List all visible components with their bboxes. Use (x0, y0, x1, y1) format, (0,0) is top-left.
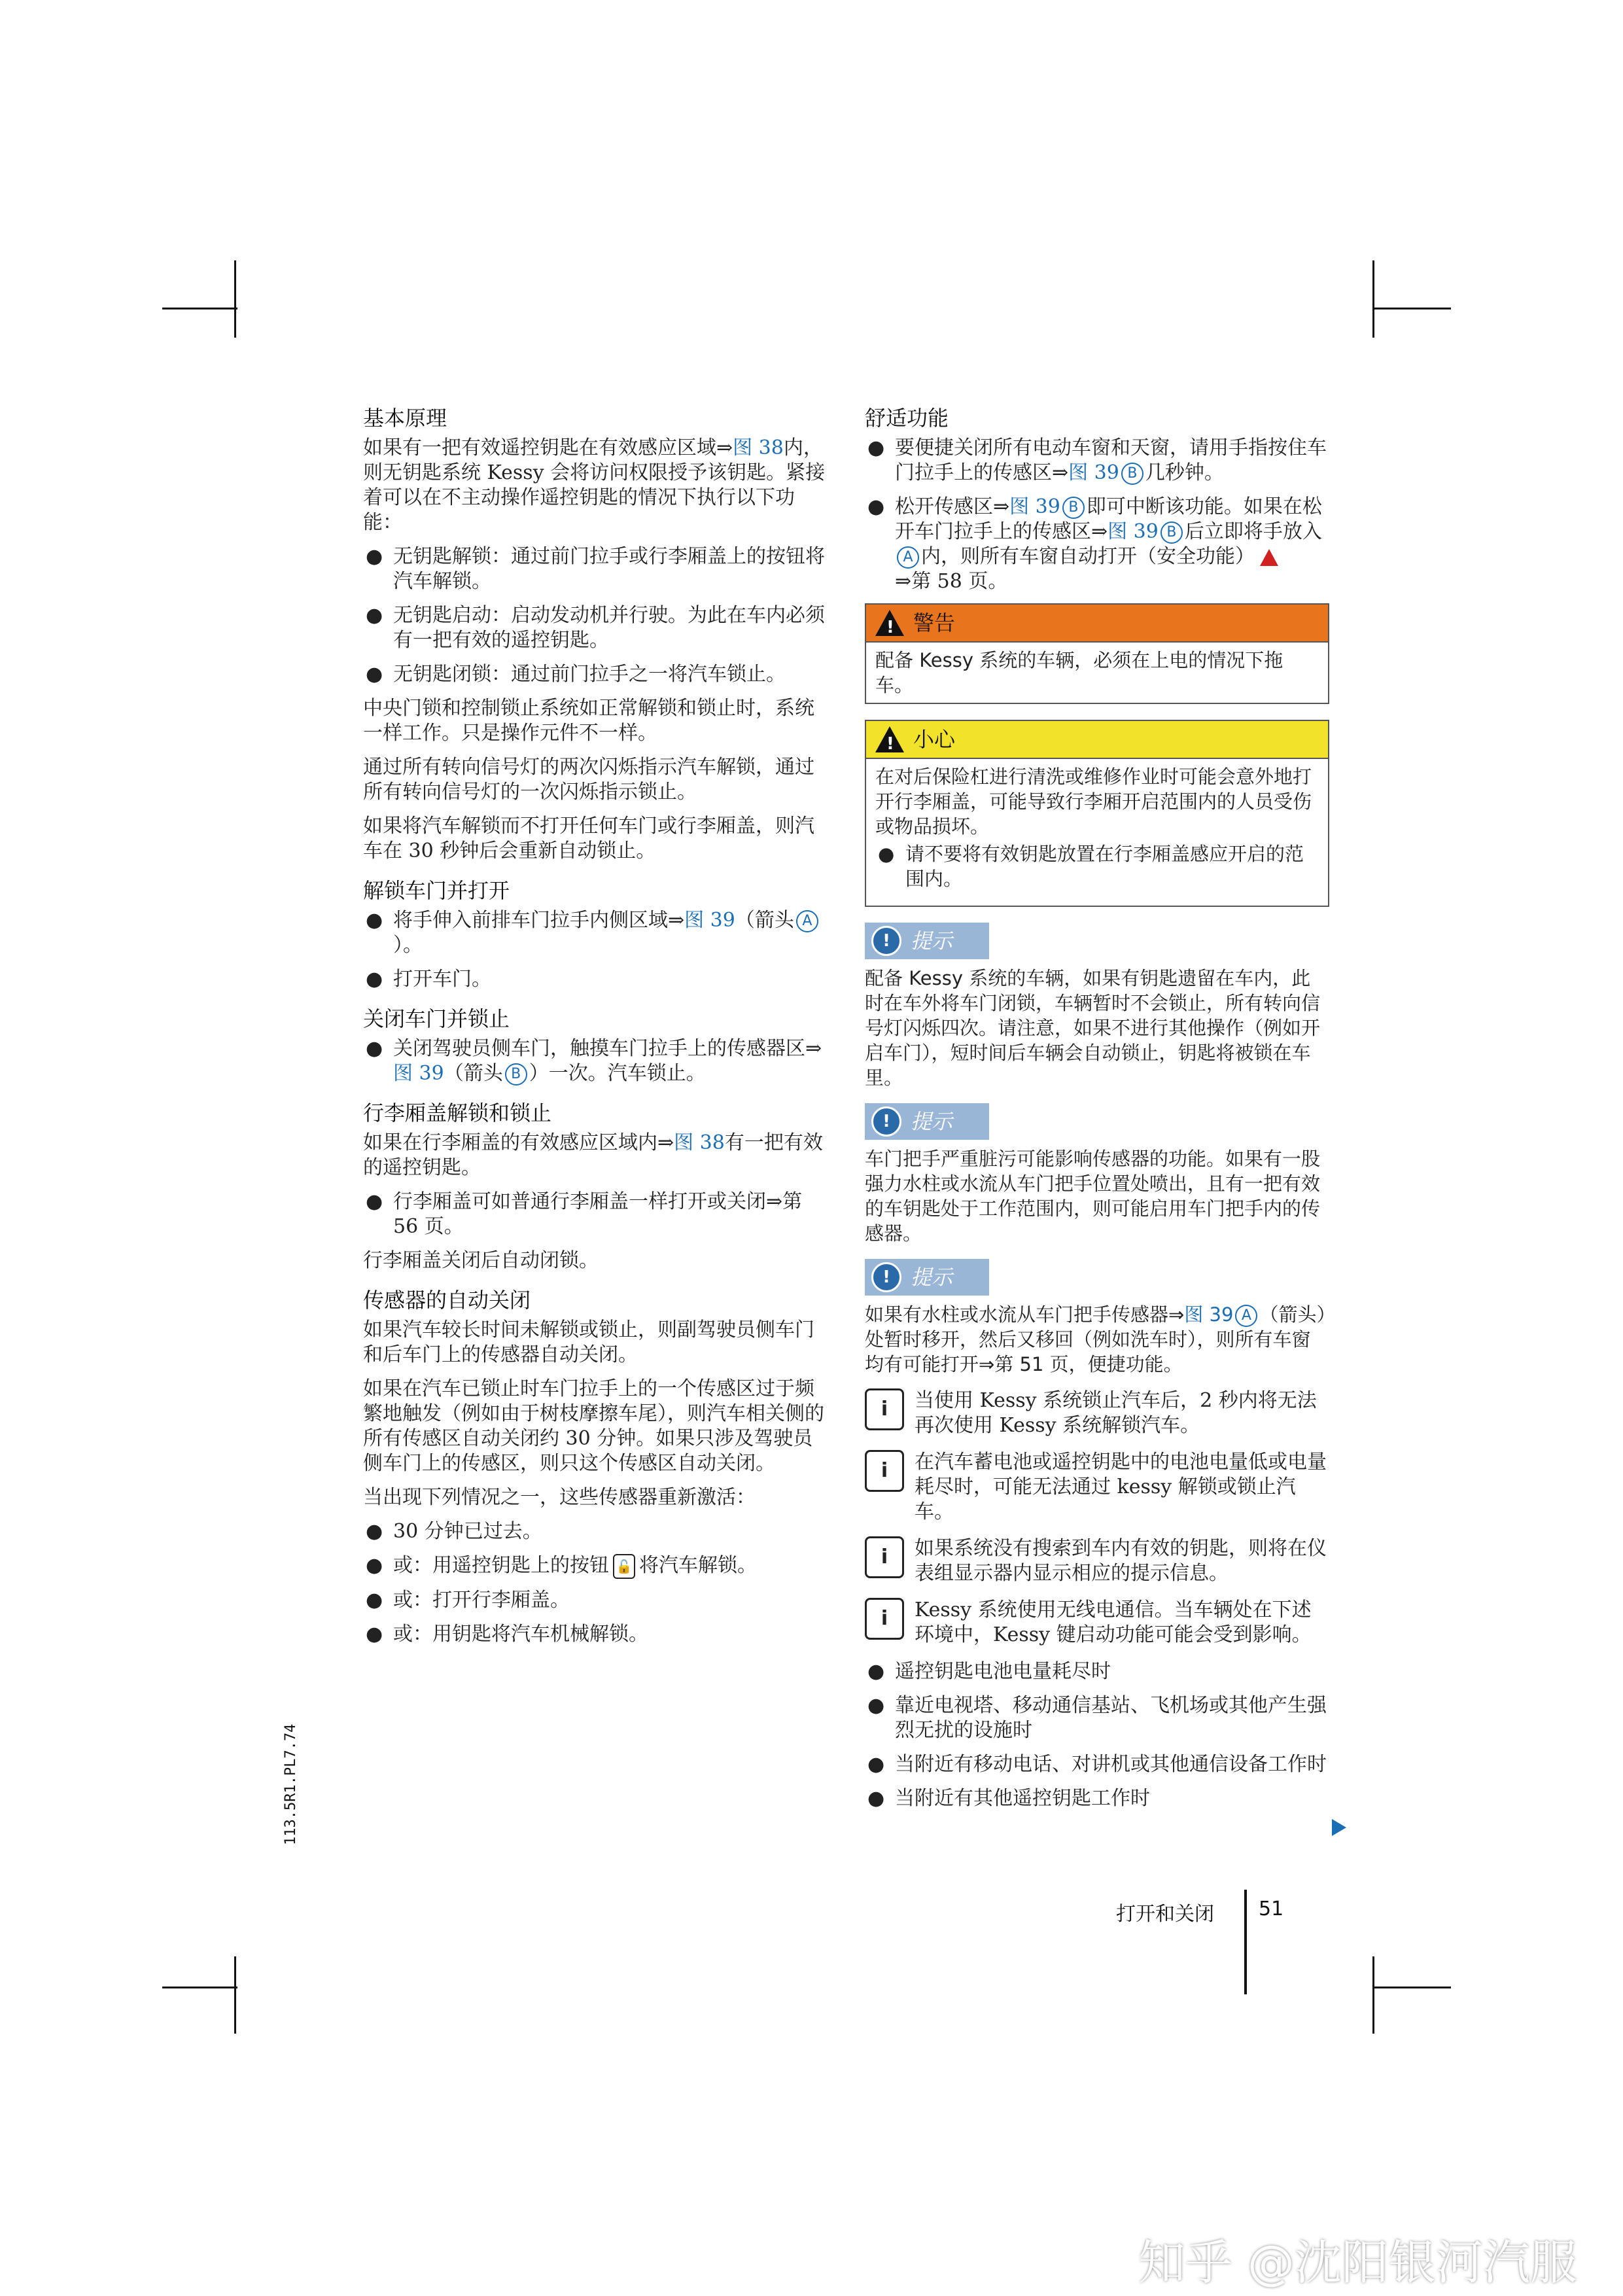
info-icon: i (865, 1536, 904, 1578)
key-unlock-icon: 🔓 (613, 1554, 635, 1579)
crop-mark (1372, 1987, 1451, 1988)
warning-triangle-icon (875, 610, 904, 636)
list-item: ● 30 分钟已过去。 (366, 1520, 542, 1543)
info-note: i 当使用 Kessy 系统锁止汽车后，2 秒内将无法再次使用 Kessy 系统解锁汽车。 (865, 1388, 1329, 1438)
list-item: ● 无钥匙闭锁：通过前门拉手之一将汽车锁止。 (366, 663, 786, 686)
list-item: ● 或：用遥控钥匙上的按钮 🔓 将汽车解锁。 (363, 1553, 828, 1579)
tip-header: ! 提示 (865, 923, 989, 959)
warning-header: ! 警告 (866, 605, 1328, 641)
figure-link[interactable]: 图 39 (1068, 461, 1119, 484)
section-heading: 解锁车门并打开 (363, 878, 510, 903)
paragraph: 当出现下列情况之一，这些传感器重新激活： (363, 1486, 756, 1509)
paragraph: 如果在汽车已锁止时车门拉手上的一个传感区过于频繁地触发（例如由于树枝摩擦车尾），则汽车相关侧的所有传感区自动关闭约 30 分钟。如果只涉及驾驶员侧车门上的传感区，则只这个传感区自动关闭。 (363, 1377, 824, 1475)
list-item: ● 遥控钥匙电池电量耗尽时 (867, 1660, 1111, 1683)
arrow-b-marker: B (1161, 521, 1183, 544)
list-item: ● 松开传感区⇒图 39 B 即可中断该功能。如果在松开车门拉手上的传感区⇒图 39 B 后立即将手放入A 内，则所有车窗自动打开（安全功能） ⇒第 58 页。 (867, 495, 1322, 593)
page-number: 51 (1259, 1898, 1284, 1920)
crop-mark (162, 1987, 237, 1988)
info-icon: i (865, 1388, 904, 1430)
figure-link[interactable]: 图 38 (674, 1131, 725, 1154)
footer-divider (1244, 1890, 1247, 1994)
figure-link[interactable]: 图 38 (733, 436, 784, 459)
paragraph: 如果有一把有效遥控钥匙在有效感应区域⇒图 38内，则无钥匙系统 Kessy 会将访问权限授予该钥匙。紧接着可以在不主动操作遥控钥匙的情况下执行以下功能： (363, 436, 826, 534)
caution-body: 在对后保险杠进行清洗或维修作业时可能会意外地打开行李厢盖，可能导致行李厢开启范围内的人员受伤或物品损坏。 ● 请不要将有效钥匙放置在行李厢盖感应开启的范围内。 (866, 758, 1328, 906)
list-item: ● 或：用钥匙将汽车机械解锁。 (366, 1623, 648, 1646)
list-item: ● 将手伸入前排车门拉手内侧区域⇒图 39（箭头 A）。 (363, 908, 828, 958)
figure-link[interactable]: 图 39 (1108, 520, 1159, 543)
crop-mark (162, 308, 237, 309)
list-item: ● 无钥匙启动：启动发动机并行驶。为此在车内必须有一把有效的遥控钥匙。 (366, 604, 825, 652)
figure-link[interactable]: 图 39 (684, 909, 735, 932)
warning-triangle-icon (875, 726, 904, 752)
figure-link[interactable]: 图 39 (1009, 495, 1060, 518)
paragraph: 通过所有转向信号灯的两次闪烁指示汽车解锁，通过所有转向信号灯的一次闪烁指示锁止。 (363, 756, 814, 804)
right-column (865, 406, 1329, 1820)
tip-text: 车门把手严重脏污可能影响传感器的功能。如果有一股强力水柱或水流从车门把手位置处喷出，且有一把有效的车钥匙处于工作范围内，则可能启用车门把手内的传感器。 (865, 1148, 1321, 1245)
list-item: ● 靠近电视塔、移动通信基站、飞机场或其他产生强烈无扰的设施时 (867, 1694, 1327, 1742)
warning-triangle-icon (1260, 549, 1278, 566)
tip-header: ! 提示 (865, 1103, 989, 1140)
warning-body: 配备 Kessy 系统的车辆，必须在上电的情况下拖车。 (866, 641, 1328, 703)
paragraph: 如果将汽车解锁而不打开任何车门或行李厢盖，则汽车在 30 秒钟后会重新自动锁止。 (363, 815, 814, 862)
list-item: ● 请不要将有效钥匙放置在行李厢盖感应开启的范围内。 (878, 843, 1304, 890)
paragraph: 行李厢盖关闭后自动闭锁。 (363, 1249, 599, 1272)
watermark: 知乎 @沈阳银河汽服 (1138, 2235, 1577, 2290)
section-heading: 传感器的自动关闭 (363, 1288, 531, 1313)
tip-text: 如果有水柱或水流从车门把手传感器⇒图 39 A （箭头）处暂时移开，然后又移回（例如洗车时），则所有车窗均有可能打开⇒第 51 页，便捷功能。 (865, 1303, 1326, 1375)
info-icon: i (865, 1598, 904, 1640)
section-heading: 行李厢盖解锁和锁止 (363, 1101, 552, 1125)
info-icon: i (865, 1450, 904, 1492)
section-heading: 舒适功能 (865, 406, 949, 431)
info-note: i 如果系统没有搜索到车内有效的钥匙，则将在仪表组显示器内显示相应的提示信息。 (865, 1536, 1329, 1586)
arrow-b-marker: B (1121, 463, 1143, 485)
tip-icon: ! (871, 926, 901, 956)
list-item: ● 无钥匙解锁：通过前门拉手或行李厢盖上的按钮将汽车解锁。 (366, 545, 825, 593)
list-item: ● 当附近有其他遥控钥匙工作时 (867, 1787, 1150, 1810)
arrow-a-marker: A (1235, 1305, 1257, 1327)
left-column (363, 406, 828, 1656)
figure-link[interactable]: 图 39 (1184, 1303, 1234, 1326)
crop-mark (234, 260, 236, 338)
caution-header: ! 小心 (866, 721, 1328, 758)
crop-mark (1372, 260, 1374, 338)
crop-mark (1372, 308, 1451, 309)
arrow-b-marker: B (1062, 497, 1085, 519)
tip-header: ! 提示 (865, 1259, 989, 1296)
warning-box (865, 603, 1329, 704)
arrow-b-marker: B (505, 1063, 527, 1086)
info-note: i 在汽车蓄电池或遥控钥匙中的电池电量低或电量耗尽时，可能无法通过 kessy 解锁或锁止汽车。 (865, 1450, 1329, 1525)
caution-box (865, 720, 1329, 907)
paragraph: 如果汽车较长时间未解锁或锁止，则副驾驶员侧车门和后车门上的传感器自动关闭。 (363, 1318, 814, 1366)
crop-mark (1372, 1956, 1374, 2034)
figure-link[interactable]: 图 39 (393, 1062, 444, 1085)
list-item: ● 行李厢盖可如普通行李厢盖一样打开或关闭⇒第 56 页。 (366, 1190, 803, 1238)
tip-icon: ! (871, 1106, 901, 1137)
next-page-arrow-icon[interactable] (1332, 1819, 1346, 1836)
paragraph: 中央门锁和控制锁止系统如正常解锁和锁止时，系统一样工作。只是操作元件不一样。 (363, 697, 814, 745)
list-item: ● 打开车门。 (366, 968, 491, 991)
list-item: ● 当附近有移动电话、对讲机或其他通信设备工作时 (867, 1753, 1327, 1776)
paragraph: 如果在行李厢盖的有效感应区域内⇒图 38有一把有效的遥控钥匙。 (363, 1131, 823, 1179)
tip-icon: ! (871, 1262, 901, 1292)
document-code: 113.5R1.PL7.74 (283, 1723, 299, 1845)
list-item: ● 要便捷关闭所有电动车窗和天窗，请用手指按住车门拉手上的传感区⇒图 39 B 几秒钟。 (867, 436, 1327, 484)
info-note: i Kessy 系统使用无线电通信。当车辆处在下述环境中，Kessy 键启动功能可能会受到影响。 (865, 1598, 1329, 1648)
section-heading: 基本原理 (363, 406, 447, 431)
chapter-title: 打开和关闭 (1116, 1903, 1214, 1926)
list-item: ● 关闭驾驶员侧车门，触摸车门拉手上的传感器区⇒图 39（箭头 B ）一次。汽车锁止。 (366, 1037, 822, 1085)
tip-text: 配备 Kessy 系统的车辆，如果有钥匙遗留在车内，此时在车外将车门闭锁，车辆暂时不会锁止，所有转向信号灯闪烁四次。请注意，如果不进行其他操作（例如开启车门），短时间后车辆会自动锁止，钥匙将被锁在车里。 (865, 967, 1321, 1089)
section-heading: 关闭车门并锁止 (363, 1006, 510, 1031)
arrow-a-marker: A (897, 546, 919, 569)
list-item: ● 或：打开行李厢盖。 (366, 1589, 570, 1612)
crop-mark (234, 1956, 236, 2034)
arrow-a-marker: A (796, 910, 818, 932)
